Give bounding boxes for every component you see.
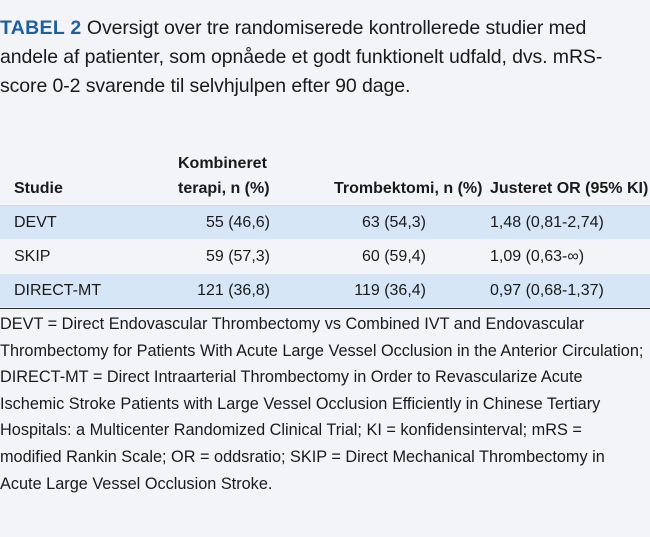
caption-text: Oversigt over tre randomiserede kontrollerede studier med andele af patienter, som opnåede et godt funktionelt udfald, dvs. mRS-score 0-2 svarende til selvhjulpen efter 90 dage. xyxy=(0,17,603,97)
table-row xyxy=(0,240,650,273)
cell-combined: 55 (46,6) xyxy=(205,214,270,231)
cell-study: DEVT xyxy=(14,214,57,231)
header-thrombectomy xyxy=(334,176,482,201)
table-bottom-rule xyxy=(0,308,650,309)
cell-or: 0,97 (0,68-1,37) xyxy=(490,282,604,299)
cell-study: DIRECT-MT xyxy=(14,282,102,299)
header-study: Studie xyxy=(14,180,63,197)
cell-combined: 59 (57,3) xyxy=(205,248,270,265)
header-combined-therapy: Kombineret terapi, n (%) xyxy=(178,155,270,197)
cell-thrombectomy: 63 (54,3) xyxy=(361,214,426,231)
cell-or: 1,09 (0,63-∞) xyxy=(490,248,585,265)
cell-thrombectomy: 119 (36,4) xyxy=(354,282,426,299)
table-header-row xyxy=(0,124,650,201)
table-caption xyxy=(0,14,646,101)
header-or-text: Justeret OR (95% KI) xyxy=(490,180,649,197)
cell-combined: 121 (36,8) xyxy=(197,282,270,299)
table-row xyxy=(0,274,650,307)
table-label: TABEL 2 xyxy=(0,17,82,39)
header-thrombectomy-text: Trombektomi, n (%) xyxy=(334,180,483,197)
header-adjusted-or xyxy=(490,176,648,201)
cell-or: 1,48 (0,81-2,74) xyxy=(490,214,604,231)
cell-thrombectomy: 60 (59,4) xyxy=(361,248,426,265)
table-footnote: DEVT = Direct Endovascular Thrombectomy vs Combined IVT and Endovascular Thrombectomy for Patients With Acute Large Vessel Occlusion in the Anterior Circulation; DIRECT-MT = Direct Intraarterial Thrombectomy in Order to Revascularize Acute Ischemic Stroke Patients with Large Vessel Occlusion Efficiently in Chinese Tertiary Hospitals: a Multicenter Randomized Clinical Trial; KI = konfidensinterval; mRS = modified Rankin Scale; OR = oddsratio; SKIP = Direct Mechanical Thrombectomy in Acute Large Vessel Occlusion Stroke. xyxy=(0,315,644,493)
table-row xyxy=(0,206,650,239)
cell-study: SKIP xyxy=(14,248,51,265)
